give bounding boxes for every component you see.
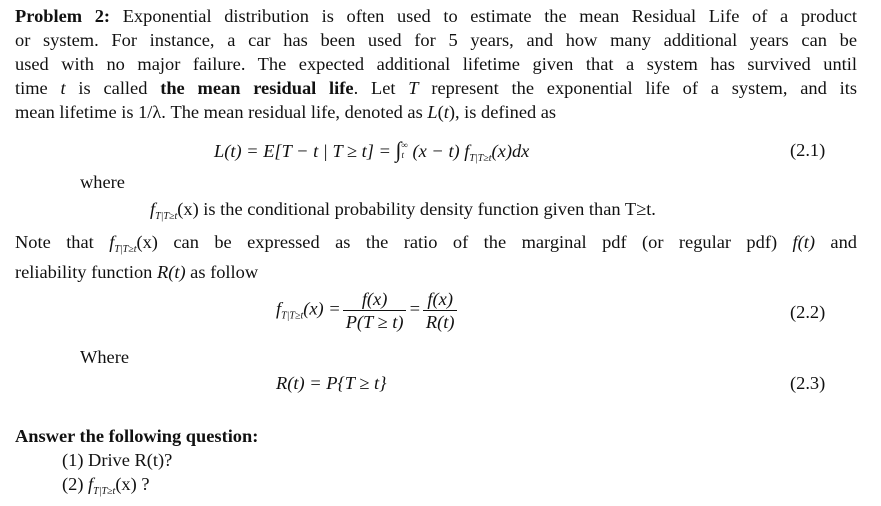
f-symbol: f: [88, 474, 94, 494]
text: (x) can be expressed as the ratio of the marginal pdf (or regular pdf): [136, 232, 793, 252]
definition-text: (x) is the conditional probability density function given than T≥t.: [177, 199, 656, 219]
subscript: T|T≥t: [281, 310, 304, 322]
fraction-2-numerator: f(x): [423, 288, 458, 311]
equals: =: [408, 298, 421, 319]
text: mean lifetime is 1/λ. The mean residual life, denoted as: [15, 102, 428, 122]
problem-line-4: [15, 76, 857, 100]
text: as follow: [185, 262, 259, 282]
term-mean-residual-life: the mean residual life: [160, 78, 354, 98]
note-line-2: [15, 260, 258, 284]
var-t: t: [60, 78, 66, 98]
fraction-1: [343, 288, 407, 333]
text: Note that: [15, 232, 110, 252]
text: ), is defined as: [448, 102, 557, 122]
text: (x) ?: [115, 474, 150, 494]
integral-limits: [402, 140, 408, 160]
where-label-1: where: [80, 172, 125, 192]
f-symbol: f: [109, 232, 115, 252]
text: is called: [65, 78, 161, 98]
text: (: [437, 102, 444, 122]
question-2: [62, 472, 150, 504]
eq22-lhs: (x) =: [303, 298, 341, 319]
where-label-2: Where: [80, 347, 130, 367]
text: and: [814, 232, 857, 252]
questions-heading: [15, 424, 258, 448]
eq21-body: (x − t) f: [407, 141, 470, 161]
eq21-subscript: T|T≥t: [469, 153, 492, 164]
integral-upper: ∞: [401, 139, 408, 150]
note-line-1: [15, 230, 857, 262]
equation-number-2-1: (2.1): [790, 140, 826, 160]
subscript: T|T≥t: [93, 486, 116, 497]
subscript: T|T≥t: [155, 211, 178, 222]
fraction-2: [423, 288, 458, 333]
problem-text-1: Exponential distribution is often used to estimate the mean Residual Life of a product: [110, 6, 857, 26]
question-1: (1) Drive R(t)?: [62, 450, 173, 470]
questions-heading-text: Answer the following question:: [15, 426, 259, 446]
problem-line-3: used with no major failure. The expected additional lifetime given that a system has survived until: [15, 54, 857, 74]
eq21-tail: (x)dx: [491, 141, 530, 161]
integral-lower: t: [401, 149, 405, 160]
text: time: [15, 78, 61, 98]
equation-2-1: [214, 138, 529, 171]
var-L: L: [427, 102, 438, 122]
equation-number-2-3: (2.3): [790, 373, 826, 393]
f-symbol: f: [276, 298, 282, 319]
text: reliability function: [15, 262, 157, 282]
equation-2-3: R(t) = P{T ≥ t}: [276, 373, 387, 393]
var-T: T: [408, 78, 419, 98]
text: represent the exponential life of a system, and its: [418, 78, 857, 98]
f-symbol: f: [150, 199, 156, 219]
problem-line-2: or system. For instance, a car has been used for 5 years, and how many additional years can be: [15, 30, 857, 50]
eq21-lhs: L(t) = E[T − t | T ≥ t] =: [214, 141, 396, 161]
var-t: t: [443, 102, 449, 122]
subscript: T|T≥t: [114, 244, 137, 255]
fraction-1-denominator: P(T ≥ t): [345, 312, 404, 332]
problem-line-1: [15, 4, 857, 28]
equation-number-2-2: (2.2): [790, 302, 826, 322]
problem-line-5: [15, 100, 556, 124]
fraction-2-denominator: R(t): [425, 312, 455, 332]
fraction-1-numerator: f(x): [343, 288, 407, 311]
f-of-t: f(t): [792, 232, 815, 252]
text: (2): [62, 474, 89, 494]
problem-label: Problem 2:: [15, 6, 111, 26]
equation-2-2: [276, 288, 459, 333]
R-of-t: R(t): [156, 262, 186, 282]
conditional-density-definition: [150, 197, 656, 229]
text: . Let: [353, 78, 409, 98]
integral-sign: ∫: [395, 137, 402, 162]
